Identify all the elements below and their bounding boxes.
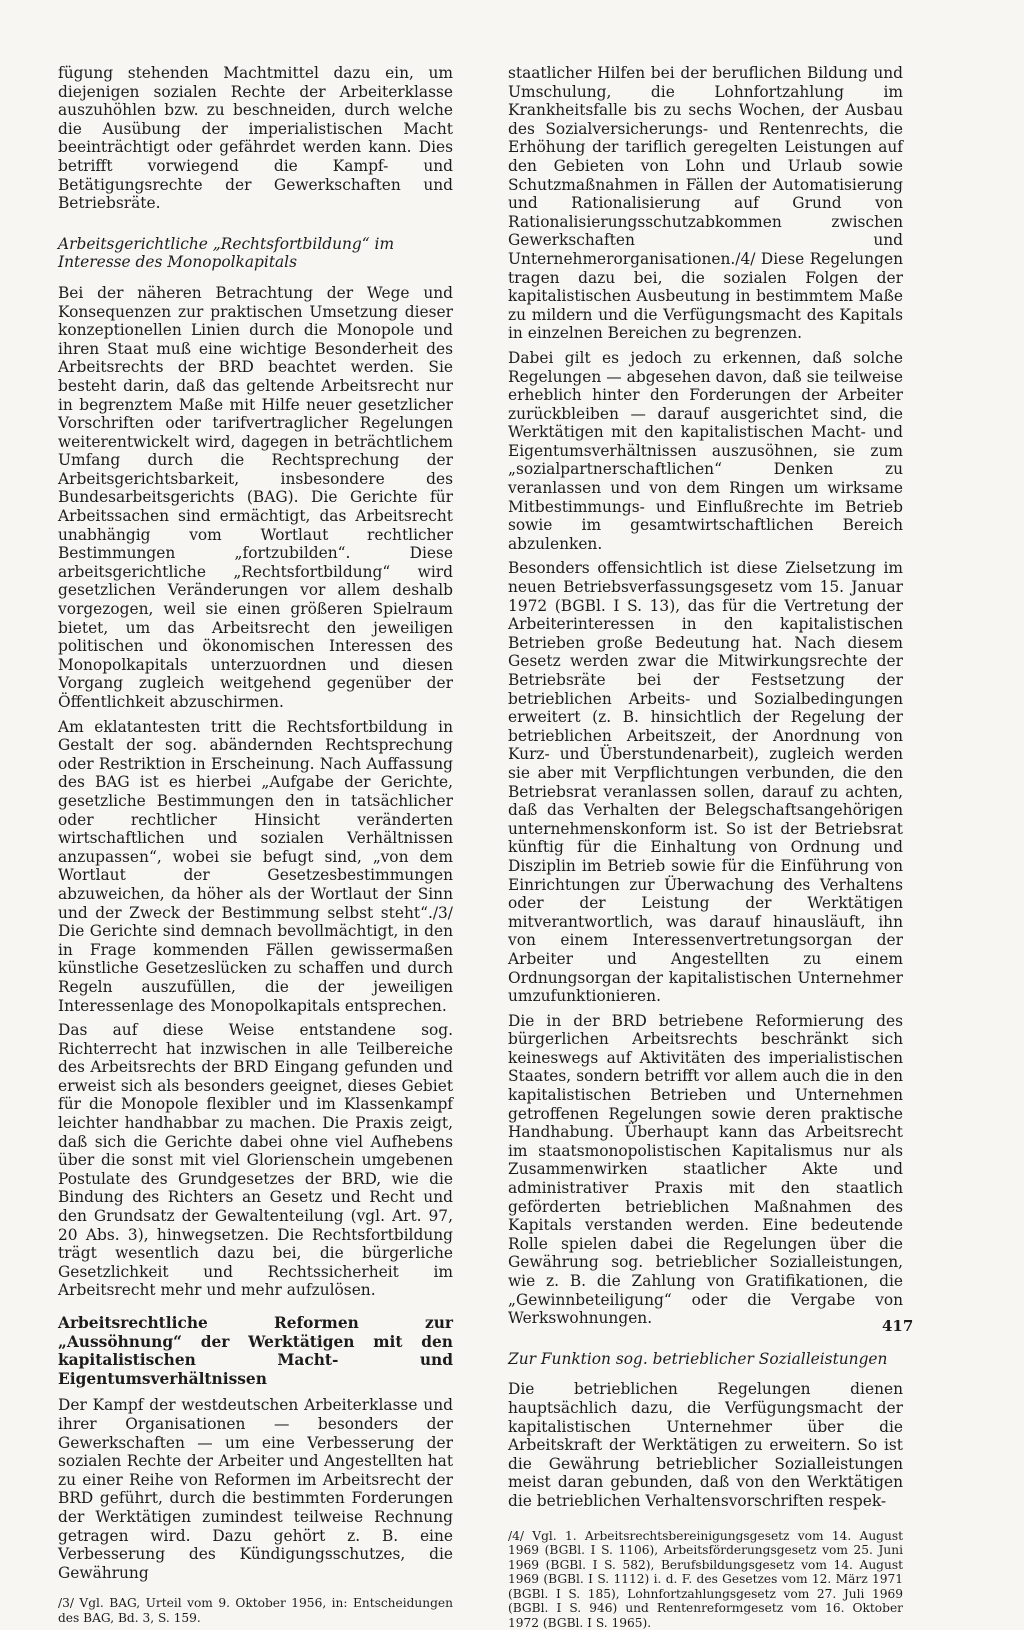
paragraph: Die in der BRD betriebene Reformierung des bürgerlichen Arbeitsrechts beschränkt sich keineswegs auf Aktivitäten des imperialistischen Staates, sondern betrifft vor allem auch die in den kapitalistischen Betrieben und Unternehmen getroffenen Regelungen sowie deren praktische Handhabung. Überhaupt kann das Arbeitsrecht im staatsmonopolistischen Kapitalismus nur als Zusammenwirken staatlicher Akte und administrativer Praxis mit den staatlich geförderten betrieblichen Maßnahmen des Kapitals verstanden werden. Eine bedeutende Rolle spielen dabei die Regelungen über die Gewährung sog. betrieblicher Sozialleistungen, wie z. B. die Zahlung von Gratifikationen, die „Gewinnbeteiligung“ oder die Vergabe von Werkswohnungen.: [508, 1011, 903, 1328]
right-column: [508, 64, 903, 1630]
paragraph: Bei der näheren Betrachtung der Wege und Konsequenzen zur praktischen Umsetzung dieser konzeptionellen Linien durch die Monopole und ihren Staat muß eine wichtige Besonderheit des Arbeitsrechts der BRD beachtet werden. Sie besteht darin, daß das geltende Arbeitsrecht nur in begrenztem Maße mit Hilfe neuer gesetzlicher Vorschriften oder tarifvertraglicher Regelungen weiterentwickelt wird, dagegen in beträchtlichem Umfang durch die Rechtsprechung der Arbeitsgerichtsbarkeit, insbesondere des Bundesarbeitsgerichts (BAG). Die Gerichte für Arbeitssachen sind ermächtigt, das Arbeitsrecht unabhängig vom Wortlaut rechtlicher Bestimmungen „fortzubilden“. Diese arbeitsgerichtliche „Rechtsfortbildung“ wird gesetzlichen Veränderungen vor allem deshalb vorgezogen, weil sie einen größeren Spielraum bietet, um das Arbeitsrecht den jeweiligen politischen und ökonomischen Interessen des Monopolkapitals unterzuordnen und diesen Vorgang zugleich weitgehend gegenüber der Öffentlichkeit abzuschirmen.: [58, 283, 453, 711]
page-number: 417: [882, 1317, 914, 1335]
paragraph: Der Kampf der westdeutschen Arbeiterklasse und ihrer Organisationen — besonders der Gewerkschaften — um eine Verbesserung der sozialen Rechte der Arbeiter und Angestellten hat zu einer Reihe von Reformen im Arbeitsrecht der BRD geführt, durch die bestimmten Forderungen der Werktätigen zumindest teilweise Rechnung getragen wird. Dazu gehört z. B. eine Verbesserung des Kündigungsschutzes, die Gewährung: [58, 1396, 453, 1582]
paragraph: Die betrieblichen Regelungen dienen hauptsächlich dazu, die Verfügungsmacht der kapitalistischen Unternehmer über die Arbeitskraft der Werktätigen zu erweitern. So ist die Gewährung betrieblicher Sozialleistungen meist daran gebunden, daß von den Werktätigen die betrieblichen Verhaltensvorschriften respek-: [508, 1380, 903, 1510]
left-column: [58, 64, 453, 1625]
section-heading: Arbeitsrechtliche Reformen zur „Aussöhnung“ der Werktätigen mit den kapitalistischen Macht- und Eigentumsverhältnissen: [58, 1314, 453, 1388]
footnote: /3/ Vgl. BAG, Urteil vom 9. Oktober 1956, in: Entscheidungen des BAG, Bd. 3, S. 159.: [58, 1596, 453, 1625]
paragraph: Dabei gilt es jedoch zu erkennen, daß solche Regelungen — abgesehen davon, daß sie teilweise erheblich hinter den Forderungen der Arbeiter zurückbleiben — darauf ausgerichtet sind, die Werktätigen mit den kapitalistischen Macht- und Eigentumsverhältnissen auszusöhnen, sie zum „sozialpartnerschaftlichen“ Denken zu veranlassen und von dem Ringen um wirksame Mitbestimmungs- und Einflußrechte im Betrieb sowie im gesamtwirtschaftlichen Bereich abzulenken.: [508, 348, 903, 553]
paragraph: staatlicher Hilfen bei der beruflichen Bildung und Umschulung, die Lohnfortzahlung im Krankheitsfalle bis zu sechs Wochen, der Ausbau des Sozialversicherungs- und Rentenrechts, die Erhöhung der tariflich geregelten Leistungen auf den Gebieten von Lohn und Urlaub sowie Schutzmaßnahmen in Fällen der Automatisierung und Rationalisierung auf Grund von Rationalisierungsschutzabkommen zwischen Gewerkschaften und Unternehmerorganisationen./4/ Diese Regelungen tragen dazu bei, die sozialen Folgen der kapitalistischen Ausbeutung in bestimmtem Maße zu mildern und die Verfügungsmacht des Kapitals in einzelnen Bereichen zu begrenzen.: [508, 64, 903, 343]
paragraph: Das auf diese Weise entstandene sog. Richterrecht hat inzwischen in alle Teilbereiche des Arbeitsrechts der BRD Eingang gefunden und erweist sich als besonders geeignet, dieses Gebiet für die Monopole flexibler und im Klassenkampf leichter handhabbar zu machen. Die Praxis zeigt, daß sich die Gerichte dabei ohne viel Aufhebens über die sonst mit viel Glorienschein umgebenen Postulate des Grundgesetzes der BRD, wie die Bindung des Richters an Gesetz und Recht und den Grundsatz der Gewaltenteilung (vgl. Art. 97, 20 Abs. 3), hinwegsetzen. Die Rechtsfortbildung trägt wesentlich dazu bei, die bürgerliche Gesetzlichkeit und Rechtssicherheit im Arbeitsrecht mehr und mehr aufzulösen.: [58, 1021, 453, 1300]
section-heading: Arbeitsgerichtliche „Rechtsfortbildung“ im Interesse des Monopolkapitals: [58, 234, 395, 272]
paragraph: fügung stehenden Machtmittel dazu ein, um diejenigen sozialen Rechte der Arbeiterklasse auszuhöhlen bzw. zu beschneiden, durch welche die Ausübung der imperialistischen Macht beeinträchtigt oder gefährdet werden kann. Dies betrifft vorwiegend die Kampf- und Betätigungsrechte der Gewerkschaften und Betriebsräte.: [58, 64, 453, 213]
footnote: /4/ Vgl. 1. Arbeitsrechtsbereinigungsgesetz vom 14. August 1969 (BGBl. I S. 1106), Arbeitsförderungsgesetz vom 25. Juni 1969 (BGBl. I S. 582), Berufsbildungsgesetz vom 14. August 1969 (BGBl. I S. 1112) i. d. F. des Gesetzes vom 12. März 1971 (BGBl. I S. 185), Lohnfortzahlungsgesetz vom 27. Juli 1969 (BGBl. I S. 946) und Rentenreformgesetz vom 16. Oktober 1972 (BGBl. I S. 1965).: [508, 1528, 903, 1630]
section-heading: Zur Funktion sog. betrieblicher Sozialleistungen: [508, 1349, 888, 1368]
paragraph: Besonders offensichtlich ist diese Zielsetzung im neuen Betriebsverfassungsgesetz vom 15. Januar 1972 (BGBl. I S. 13), das für die Vertretung der Arbeiterinteressen in den kapitalistischen Betrieben große Bedeutung hat. Nach diesem Gesetz werden zwar die Mitwirkungsrechte der Betriebsräte bei der Festsetzung der betrieblichen Arbeits- und Sozialbedingungen erweitert (z. B. hinsichtlich der Regelung der betrieblichen Arbeitszeit, der Anordnung von Kurz- und Überstundenarbeit), zugleich werden sie aber mit Verpflichtungen verbunden, die den Betriebsrat veranlassen sollen, darauf zu achten, daß das Verhalten der Belegschaftsangehörigen unternehmenskonform ist. So ist der Betriebsrat künftig für die Einhaltung von Ordnung und Disziplin im Betrieb sowie für die Einführung von Einrichtungen zur Überwachung des Verhaltens oder der Leistung der Werktätigen mitverantwortlich, was darauf hinausläuft, ihn von einem Interessenvertretungsorgan der Arbeiter und Angestellten zu einem Ordnungsorgan der kapitalistischen Unternehmer umzufunktionieren.: [508, 559, 903, 1006]
paragraph: Am eklatantesten tritt die Rechtsfortbildung in Gestalt der sog. abändernden Rechtsprechung oder Restriktion in Erscheinung. Nach Auffassung des BAG ist es hierbei „Aufgabe der Gerichte, gesetzliche Bestimmungen den in tatsächlicher oder rechtlicher Hinsicht veränderten wirtschaftlichen und sozialen Verhältnissen anzupassen“, wobei sie befugt sind, „von dem Wortlaut der Gesetzesbestimmungen abzuweichen, da höher als der Wortlaut der Sinn und der Zweck der Bestimmung selbst steht“./3/ Die Gerichte sind demnach bevollmächtigt, in den in Frage kommenden Fällen gewissermaßen künstliche Gesetzeslücken zu schaffen und durch Regeln auszufüllen, die der jeweiligen Interessenlage des Monopolkapitals entsprechen.: [58, 717, 453, 1015]
